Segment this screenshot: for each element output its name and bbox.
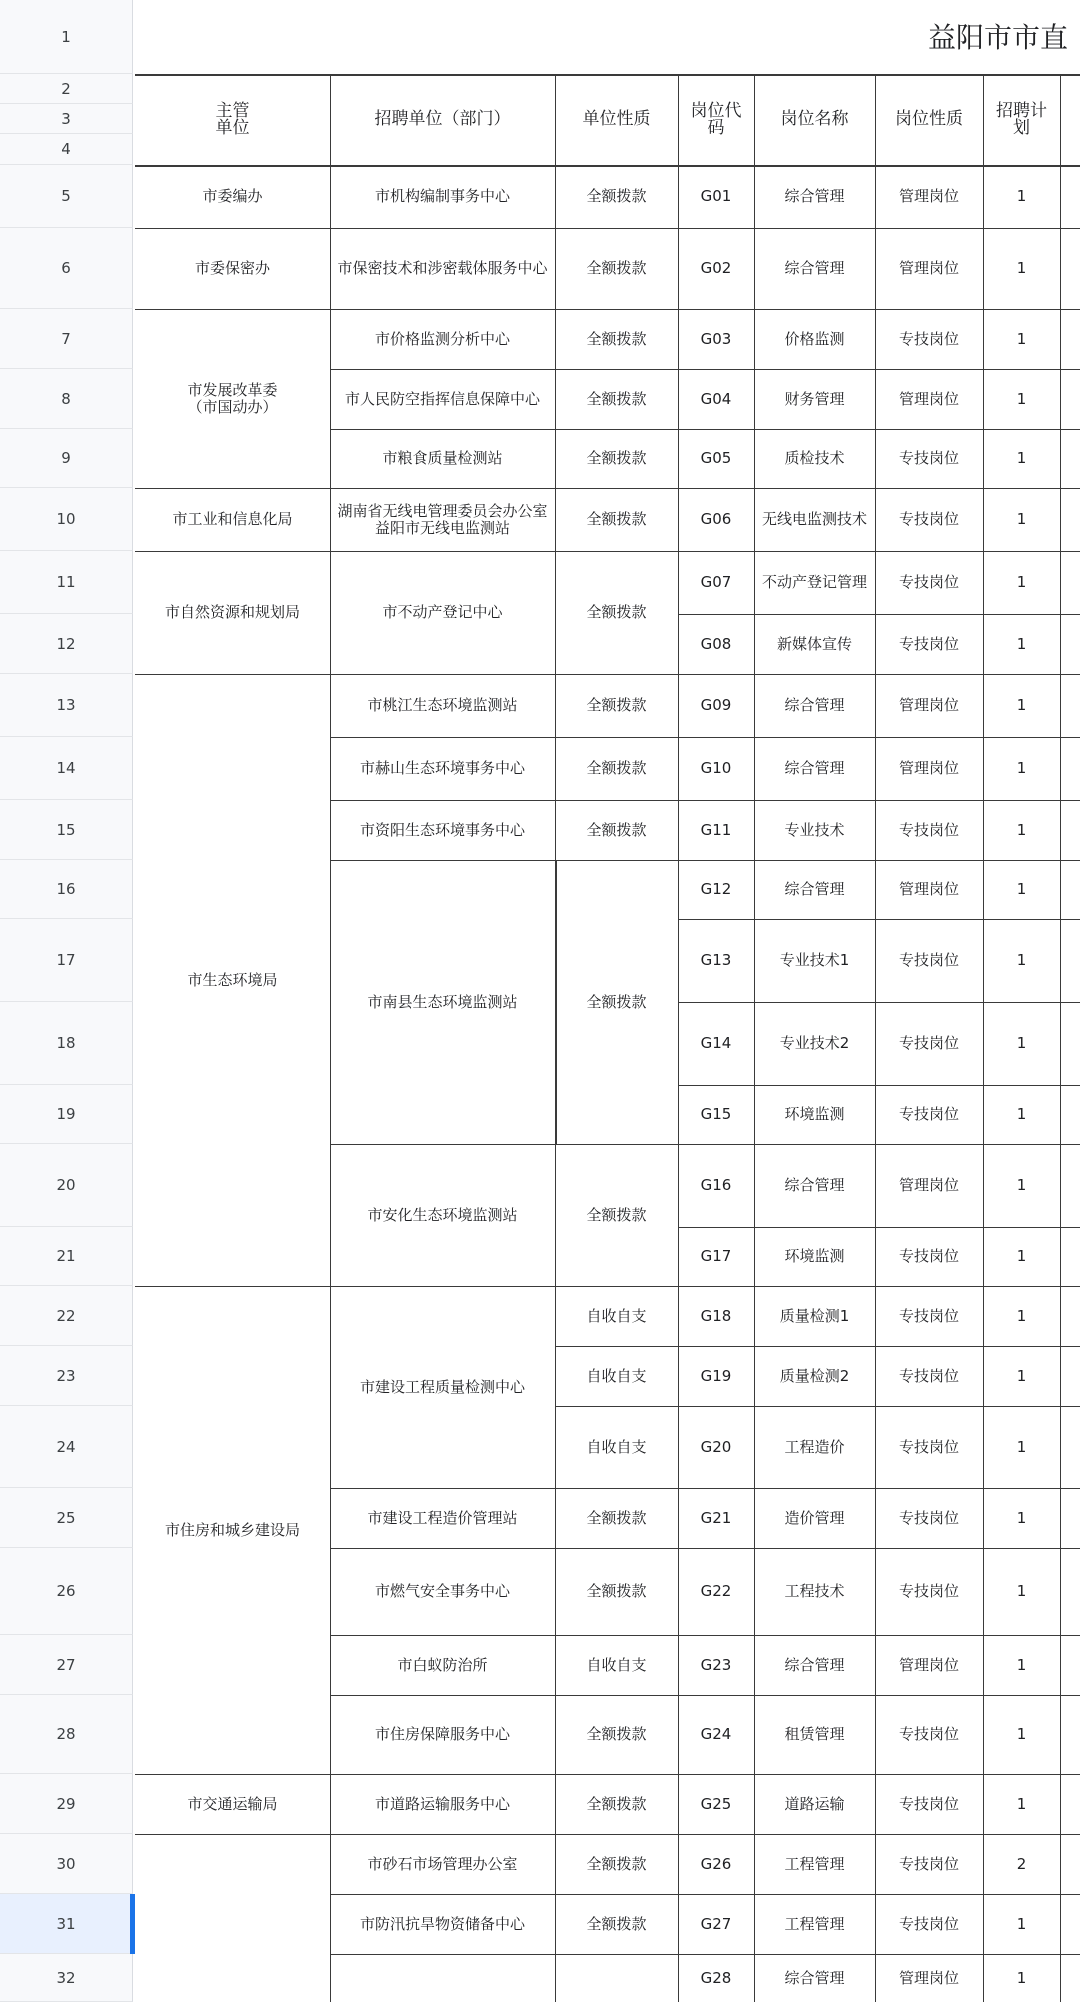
grid-line [754, 74, 755, 2002]
nature-cell[interactable]: 全额拨款 [586, 1582, 647, 1600]
grid-line [678, 800, 1080, 801]
column-header-post[interactable]: 岗位名称 [780, 109, 849, 129]
row-header[interactable]: 15 [0, 800, 133, 860]
nature-cell[interactable]: 自收自支 [586, 1437, 647, 1456]
nature-cell[interactable]: 全额拨款 [586, 1205, 647, 1224]
position-type-cell[interactable]: 专技岗位 [898, 1725, 959, 1743]
grid-line [678, 1774, 1080, 1775]
grid-line [555, 1488, 678, 1489]
position-name-cell[interactable]: 综合管理 [784, 696, 845, 714]
grid-line [875, 74, 876, 2002]
grid-line [555, 1894, 678, 1895]
grid-line [678, 1834, 1080, 1835]
position-code-cell[interactable]: G12 [700, 880, 732, 898]
row-header[interactable]: 23 [0, 1346, 133, 1406]
unit-cell[interactable]: 市建设工程质量检测中心 [359, 1377, 525, 1396]
position-type-cell[interactable]: 专技岗位 [898, 1508, 959, 1527]
grid-line [135, 1286, 330, 1287]
grid-line [555, 1548, 678, 1549]
plan-count-cell[interactable]: 1 [1016, 449, 1027, 467]
grid-line [678, 1227, 1080, 1228]
position-name-cell[interactable]: 专业技术2 [779, 1034, 850, 1052]
unit-cell[interactable]: 湖南省无线电管理委员会办公室 益阳市无线电监测站 [337, 501, 548, 537]
position-code-cell[interactable]: G20 [700, 1437, 732, 1456]
unit-cell[interactable]: 市安化生态环境监测站 [367, 1205, 518, 1224]
position-type-cell[interactable]: 专技岗位 [898, 573, 959, 591]
grid-line [330, 1834, 555, 1835]
grid-line [330, 228, 555, 229]
table-border [135, 165, 1080, 167]
nature-cell[interactable]: 全额拨款 [586, 449, 647, 467]
grid-line [555, 1954, 678, 1955]
grid-line [678, 1406, 1080, 1407]
plan-count-cell[interactable]: 1 [1016, 1306, 1027, 1325]
position-code-cell[interactable]: G09 [700, 696, 732, 714]
nature-cell[interactable]: 全额拨款 [586, 1854, 647, 1873]
unit-cell[interactable]: 市资阳生态环境事务中心 [359, 820, 525, 839]
position-code-cell[interactable]: G19 [700, 1366, 732, 1385]
grid-line [330, 1548, 555, 1549]
nature-cell[interactable]: 全额拨款 [586, 1508, 647, 1527]
unit-cell[interactable]: 市防汛抗旱物资储备中心 [359, 1914, 525, 1933]
position-type-cell[interactable]: 专技岗位 [898, 510, 959, 528]
row-header[interactable]: 9 [0, 429, 133, 488]
position-name-cell[interactable]: 造价管理 [784, 1508, 845, 1527]
row-header[interactable]: 18 [0, 1002, 133, 1085]
position-name-cell[interactable]: 环境监测 [784, 1247, 845, 1265]
position-code-cell[interactable]: G28 [700, 1968, 732, 1987]
position-name-cell[interactable]: 无线电监测技术 [761, 510, 867, 528]
grid-line [678, 1954, 1080, 1955]
grid-line [555, 1695, 678, 1696]
position-name-cell[interactable]: 综合管理 [784, 880, 845, 898]
grid-line [330, 860, 555, 861]
position-code-cell[interactable]: G05 [700, 449, 732, 467]
row-header[interactable]: 1 [0, 0, 133, 74]
position-type-cell[interactable]: 专技岗位 [898, 1247, 959, 1265]
position-type-cell[interactable]: 专技岗位 [898, 1437, 959, 1456]
row-header[interactable]: 26 [0, 1548, 133, 1635]
position-code-cell[interactable]: G26 [700, 1854, 732, 1873]
position-name-cell[interactable]: 综合管理 [784, 1968, 845, 1987]
plan-count-cell[interactable]: 1 [1016, 510, 1027, 528]
position-code-cell[interactable]: G08 [700, 634, 732, 653]
unit-cell[interactable]: 市价格监测分析中心 [374, 329, 510, 348]
grid-line [330, 1635, 555, 1636]
row-header[interactable]: 27 [0, 1635, 133, 1695]
grid-line [555, 1406, 678, 1407]
unit-cell[interactable]: 市不动产登记中心 [382, 603, 503, 621]
row-header[interactable]: 2 [0, 74, 133, 104]
position-code-cell[interactable]: G02 [700, 259, 732, 277]
plan-count-cell[interactable]: 1 [1016, 1437, 1027, 1456]
plan-count-cell[interactable]: 1 [1016, 1968, 1027, 1987]
position-type-cell[interactable]: 专技岗位 [898, 951, 959, 969]
position-type-cell[interactable]: 管理岗位 [898, 1968, 959, 1987]
position-name-cell[interactable]: 工程管理 [784, 1914, 845, 1933]
unit-cell[interactable]: 市道路运输服务中心 [374, 1794, 510, 1813]
grid-line [678, 1144, 1080, 1145]
position-name-cell[interactable]: 专业技术1 [779, 951, 850, 969]
sheet-title: 益阳市市直 [928, 21, 1069, 54]
grid-line [555, 860, 678, 861]
position-type-cell[interactable]: 专技岗位 [898, 449, 959, 467]
position-type-cell[interactable]: 专技岗位 [898, 1794, 959, 1813]
row-header[interactable]: 7 [0, 309, 133, 369]
plan-count-cell[interactable]: 1 [1016, 880, 1027, 898]
position-code-cell[interactable]: G22 [700, 1582, 732, 1600]
position-code-cell[interactable]: G10 [700, 759, 732, 777]
department-cell[interactable]: 市生态环境局 [187, 970, 278, 989]
position-code-cell[interactable]: G18 [700, 1306, 732, 1325]
grid-line [135, 309, 330, 310]
column-header-post-type[interactable]: 岗位性质 [895, 109, 963, 129]
grid-line [678, 1002, 1080, 1003]
plan-count-cell[interactable]: 1 [1016, 1794, 1027, 1813]
position-name-cell[interactable]: 工程技术 [784, 1582, 845, 1600]
unit-cell[interactable]: 市赫山生态环境事务中心 [359, 759, 525, 777]
plan-count-cell[interactable]: 1 [1016, 820, 1027, 839]
unit-cell[interactable]: 市桃江生态环境监测站 [367, 696, 518, 714]
grid-line [555, 1286, 678, 1287]
plan-count-cell[interactable]: 1 [1016, 1582, 1027, 1600]
unit-cell[interactable]: 市建设工程造价管理站 [367, 1508, 518, 1527]
grid-line [330, 488, 555, 489]
plan-count-cell[interactable]: 1 [1016, 329, 1027, 348]
unit-cell[interactable]: 市保密技术和涉密载体服务中心 [337, 259, 548, 277]
row-header[interactable]: 5 [0, 165, 133, 228]
grid-line [330, 1286, 555, 1287]
position-code-cell[interactable]: G07 [700, 573, 732, 591]
grid-line [678, 1695, 1080, 1696]
grid-line [135, 488, 330, 489]
plan-count-cell[interactable]: 1 [1016, 1176, 1027, 1194]
nature-cell[interactable]: 全额拨款 [586, 603, 647, 621]
plan-count-cell[interactable]: 1 [1016, 1914, 1027, 1933]
position-type-cell[interactable]: 专技岗位 [898, 1105, 959, 1123]
position-name-cell[interactable]: 质检技术 [784, 449, 845, 467]
grid-line [330, 1488, 555, 1489]
unit-cell[interactable]: 市白蚁防治所 [397, 1655, 488, 1674]
nature-cell[interactable]: 自收自支 [586, 1306, 647, 1325]
grid-line [555, 1834, 678, 1835]
position-type-cell[interactable]: 专技岗位 [898, 1366, 959, 1385]
grid-line [135, 551, 330, 552]
row-header[interactable]: 11 [0, 551, 133, 614]
unit-cell[interactable]: 市住房保障服务中心 [374, 1725, 510, 1743]
grid-line [555, 488, 678, 489]
position-code-cell[interactable]: G04 [700, 389, 732, 408]
position-name-cell[interactable]: 综合管理 [784, 259, 845, 277]
row-header[interactable]: 28 [0, 1695, 133, 1774]
grid-line [678, 1488, 1080, 1489]
department-cell[interactable]: 市发展改革委 （市国动办） [187, 380, 278, 416]
grid-line [330, 1144, 555, 1145]
nature-cell[interactable]: 全额拨款 [586, 187, 647, 205]
row-header[interactable]: 16 [0, 860, 133, 919]
plan-count-cell[interactable]: 1 [1016, 1725, 1027, 1743]
position-code-cell[interactable]: G03 [700, 329, 732, 348]
plan-count-cell[interactable]: 1 [1016, 573, 1027, 591]
position-code-cell[interactable]: G25 [700, 1794, 732, 1813]
unit-cell[interactable]: 市人民防空指挥信息保障中心 [344, 389, 540, 408]
position-name-cell[interactable]: 综合管理 [784, 1176, 845, 1194]
unit-cell[interactable]: 市粮食质量检测站 [382, 449, 503, 467]
grid-line [330, 1774, 555, 1775]
plan-count-cell[interactable]: 1 [1016, 1105, 1027, 1123]
grid-line [678, 860, 1080, 861]
row-header[interactable]: 20 [0, 1144, 133, 1227]
nature-cell[interactable]: 全额拨款 [586, 759, 647, 777]
nature-cell[interactable]: 自收自支 [586, 1655, 647, 1674]
nature-cell[interactable]: 全额拨款 [586, 1914, 647, 1933]
grid-line [678, 614, 1080, 615]
grid-line [678, 309, 1080, 310]
grid-line [135, 1834, 330, 1835]
grid-line [555, 309, 678, 310]
plan-count-cell[interactable]: 1 [1016, 696, 1027, 714]
row-header[interactable]: 24 [0, 1406, 133, 1488]
position-type-cell[interactable]: 专技岗位 [898, 1306, 959, 1325]
position-name-cell[interactable]: 不动产登记管理 [761, 573, 867, 591]
grid-line [678, 1894, 1080, 1895]
grid-line [555, 737, 678, 738]
grid-line [330, 674, 555, 675]
position-name-cell[interactable]: 新媒体宣传 [776, 634, 852, 653]
department-cell[interactable]: 市委保密办 [194, 259, 270, 277]
position-name-cell[interactable]: 道路运输 [784, 1794, 845, 1813]
unit-cell[interactable]: 市机构编制事务中心 [374, 187, 510, 205]
position-name-cell[interactable]: 工程造价 [784, 1437, 845, 1456]
position-type-cell[interactable]: 专技岗位 [898, 1034, 959, 1052]
grid-line [330, 551, 555, 552]
position-type-cell[interactable]: 管理岗位 [898, 759, 959, 777]
position-code-cell[interactable]: G11 [700, 820, 732, 839]
department-cell[interactable]: 市交通运输局 [187, 1794, 278, 1813]
position-name-cell[interactable]: 综合管理 [784, 759, 845, 777]
row-header[interactable]: 30 [0, 1834, 133, 1894]
position-code-cell[interactable]: G17 [700, 1247, 732, 1265]
position-type-cell[interactable]: 专技岗位 [898, 329, 959, 348]
plan-count-cell[interactable]: 1 [1016, 259, 1027, 277]
position-type-cell[interactable]: 管理岗位 [898, 1176, 959, 1194]
unit-cell[interactable]: 市砂石市场管理办公室 [367, 1854, 518, 1873]
grid-line [678, 1085, 1080, 1086]
grid-line [135, 228, 330, 229]
position-name-cell[interactable]: 工程管理 [784, 1854, 845, 1873]
grid-line [678, 919, 1080, 920]
plan-count-cell[interactable]: 1 [1016, 1034, 1027, 1052]
position-name-cell[interactable]: 质量检测2 [779, 1366, 850, 1385]
position-type-cell[interactable]: 管理岗位 [898, 696, 959, 714]
nature-cell[interactable]: 全额拨款 [586, 820, 647, 839]
nature-cell[interactable]: 全额拨款 [586, 1725, 647, 1743]
row-header[interactable]: 31 [0, 1894, 133, 1954]
row-header[interactable]: 12 [0, 614, 133, 674]
grid-line [678, 1346, 1080, 1347]
plan-count-cell[interactable]: 1 [1016, 389, 1027, 408]
grid-line [678, 369, 1080, 370]
position-name-cell[interactable]: 租赁管理 [784, 1725, 845, 1743]
grid-line [555, 1346, 678, 1347]
row-header[interactable]: 6 [0, 228, 133, 309]
grid-line [555, 674, 678, 675]
grid-line [555, 860, 557, 1144]
grid-line [555, 551, 678, 552]
grid-line [678, 1635, 1080, 1636]
plan-count-cell[interactable]: 1 [1016, 1655, 1027, 1674]
position-type-cell[interactable]: 管理岗位 [898, 1655, 959, 1674]
grid-line [678, 1286, 1080, 1287]
nature-cell[interactable]: 全额拨款 [586, 389, 647, 408]
department-cell[interactable]: 市委编办 [202, 187, 263, 205]
department-cell[interactable]: 市工业和信息化局 [172, 510, 293, 528]
grid-line [135, 674, 330, 675]
nature-cell[interactable]: 全额拨款 [586, 510, 647, 528]
row-header[interactable]: 10 [0, 488, 133, 551]
grid-line [555, 429, 678, 430]
row-header[interactable]: 29 [0, 1774, 133, 1834]
position-code-cell[interactable]: G23 [700, 1655, 732, 1674]
position-name-cell[interactable]: 环境监测 [784, 1105, 845, 1123]
plan-count-cell[interactable]: 1 [1016, 1366, 1027, 1385]
position-type-cell[interactable]: 专技岗位 [898, 1582, 959, 1600]
grid-line [678, 674, 1080, 675]
column-header-code[interactable]: 岗位代 码 [690, 100, 742, 138]
grid-line [1060, 74, 1061, 2002]
grid-line [330, 1954, 555, 1955]
row-header[interactable]: 17 [0, 919, 133, 1002]
plan-count-cell[interactable]: 1 [1016, 1508, 1027, 1527]
grid-line [330, 369, 555, 370]
plan-count-cell[interactable]: 2 [1016, 1854, 1027, 1873]
plan-count-cell[interactable]: 1 [1016, 634, 1027, 653]
position-name-cell[interactable]: 质量检测1 [779, 1306, 850, 1325]
column-header-dept[interactable]: 主管 单位 [215, 100, 250, 138]
position-code-cell[interactable]: G24 [700, 1725, 732, 1743]
plan-count-cell[interactable]: 1 [1016, 187, 1027, 205]
position-type-cell[interactable]: 专技岗位 [898, 1854, 959, 1873]
grid-line [983, 74, 984, 2002]
grid-line [555, 1635, 678, 1636]
grid-line [678, 74, 679, 2002]
grid-line [555, 369, 678, 370]
position-code-cell[interactable]: G15 [700, 1105, 732, 1123]
selected-row-indicator [130, 1894, 135, 1954]
row-header[interactable]: 22 [0, 1286, 133, 1346]
grid-line [330, 429, 555, 430]
position-name-cell[interactable]: 综合管理 [784, 187, 845, 205]
grid-line [330, 1894, 555, 1895]
row-header[interactable]: 4 [0, 134, 133, 165]
row-header[interactable]: 8 [0, 369, 133, 429]
department-cell[interactable]: 市自然资源和规划局 [164, 603, 300, 621]
column-header-unit[interactable]: 招聘单位（部门） [374, 109, 511, 129]
row-header[interactable]: 13 [0, 674, 133, 737]
unit-cell[interactable]: 市燃气安全事务中心 [374, 1582, 510, 1600]
grid-line [330, 800, 555, 801]
nature-cell[interactable]: 全额拨款 [586, 696, 647, 714]
nature-cell[interactable]: 全额拨款 [586, 329, 647, 348]
row-header[interactable]: 3 [0, 104, 133, 134]
grid-line [330, 1695, 555, 1696]
position-type-cell[interactable]: 专技岗位 [898, 1914, 959, 1933]
position-code-cell[interactable]: G01 [700, 187, 732, 205]
nature-cell[interactable]: 自收自支 [586, 1366, 647, 1385]
row-header[interactable]: 19 [0, 1085, 133, 1144]
grid-line [678, 228, 1080, 229]
grid-line [555, 228, 678, 229]
grid-line [135, 1774, 330, 1775]
position-type-cell[interactable]: 管理岗位 [898, 389, 959, 408]
position-name-cell[interactable]: 价格监测 [784, 329, 845, 348]
position-type-cell[interactable]: 专技岗位 [898, 634, 959, 653]
grid-line [678, 551, 1080, 552]
grid-line [555, 1144, 678, 1145]
grid-line [555, 1774, 678, 1775]
grid-line [678, 429, 1080, 430]
grid-line [678, 737, 1080, 738]
grid-line [330, 737, 555, 738]
position-code-cell[interactable]: G16 [700, 1176, 732, 1194]
grid-line [555, 800, 678, 801]
column-header-nature[interactable]: 单位性质 [582, 109, 651, 129]
grid-line [678, 488, 1080, 489]
plan-count-cell[interactable]: 1 [1016, 759, 1027, 777]
position-type-cell[interactable]: 管理岗位 [898, 187, 959, 205]
column-header-plan[interactable]: 招聘计 划 [996, 100, 1047, 138]
nature-cell[interactable]: 全额拨款 [586, 992, 647, 1011]
grid-line [678, 1548, 1080, 1549]
unit-cell[interactable]: 市南县生态环境监测站 [367, 992, 518, 1011]
plan-count-cell[interactable]: 1 [1016, 951, 1027, 969]
row-header[interactable]: 21 [0, 1227, 133, 1286]
table-border [135, 74, 1080, 76]
position-name-cell[interactable]: 财务管理 [784, 389, 845, 408]
position-name-cell[interactable]: 专业技术 [784, 820, 845, 839]
position-code-cell[interactable]: G06 [700, 510, 732, 528]
nature-cell[interactable]: 全额拨款 [586, 259, 647, 277]
position-code-cell[interactable]: G27 [700, 1914, 732, 1933]
grid-line [330, 74, 331, 2002]
position-type-cell[interactable]: 管理岗位 [898, 259, 959, 277]
row-header[interactable]: 14 [0, 737, 133, 800]
position-type-cell[interactable]: 管理岗位 [898, 880, 959, 898]
grid-line [330, 309, 555, 310]
row-header[interactable]: 25 [0, 1488, 133, 1548]
position-code-cell[interactable]: G14 [700, 1034, 732, 1052]
department-cell[interactable]: 市住房和城乡建设局 [164, 1520, 300, 1539]
position-name-cell[interactable]: 综合管理 [784, 1655, 845, 1674]
position-code-cell[interactable]: G13 [700, 951, 732, 969]
row-header[interactable]: 32 [0, 1954, 133, 2002]
position-code-cell[interactable]: G21 [700, 1508, 732, 1527]
nature-cell[interactable]: 全额拨款 [586, 1794, 647, 1813]
position-type-cell[interactable]: 专技岗位 [898, 820, 959, 839]
plan-count-cell[interactable]: 1 [1016, 1247, 1027, 1265]
